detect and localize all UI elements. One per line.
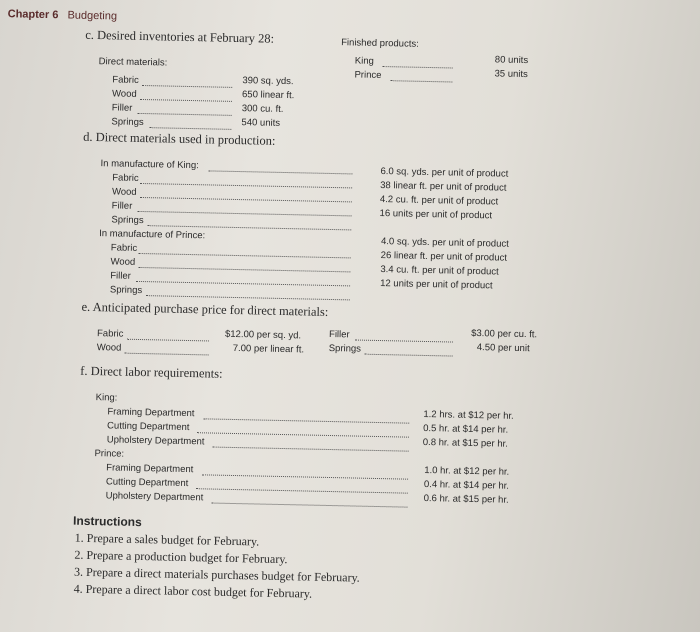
- labor-rate: 0.4 hr. at $14 per hr.: [423, 478, 510, 492]
- material-rate: 4.0 sq. yds. per unit of product: [380, 236, 509, 250]
- material-rate: 26 linear ft. per unit of product: [380, 250, 508, 264]
- king-label: King:: [95, 392, 118, 404]
- section-f-heading: f. Direct labor requirements:: [80, 363, 223, 381]
- material-name: Filler: [111, 200, 133, 212]
- inv-item-value: 390 sq. yds.: [242, 75, 294, 88]
- leader-dots: [390, 80, 452, 82]
- material-rate: 16 units per unit of product: [379, 207, 493, 222]
- instruction-item: 2. Prepare a production budget for February.: [74, 547, 288, 567]
- material-name: Springs: [109, 284, 143, 297]
- inv-item-value: 650 linear ft.: [241, 89, 295, 102]
- leader-dots: [365, 354, 453, 357]
- material-name: Wood: [111, 186, 137, 198]
- inv-item-name: Wood: [111, 88, 137, 100]
- leader-dots: [127, 339, 209, 342]
- inv-item-value: 540 units: [241, 117, 281, 129]
- material-rate: 3.4 cu. ft. per unit of product: [380, 264, 499, 278]
- price-value: $12.00 per sq. yd.: [224, 328, 302, 342]
- finished-item-value: 35 units: [494, 68, 528, 81]
- inv-item-name: Fabric: [112, 74, 139, 86]
- labor-rate: 1.0 hr. at $12 per hr.: [424, 464, 510, 478]
- leader-dots: [208, 170, 352, 174]
- material-name: Wood: [110, 256, 136, 268]
- leader-dots: [140, 99, 232, 102]
- material-name: Fabric: [110, 242, 138, 254]
- finished-products-label: Finished products:: [341, 37, 419, 50]
- leader-dots: [138, 211, 352, 216]
- chapter-title: Budgeting: [67, 9, 118, 23]
- department-name: Cutting Department: [106, 420, 190, 434]
- material-rate: 38 linear ft. per unit of product: [380, 180, 507, 194]
- department-name: Framing Department: [106, 462, 194, 476]
- material-rate: 6.0 sq. yds. per unit of product: [380, 166, 509, 180]
- price-material-name: Fabric: [96, 328, 124, 340]
- finished-item-value: 80 units: [494, 54, 529, 67]
- leader-dots: [197, 432, 409, 437]
- running-header: [8, 8, 118, 22]
- leader-dots: [136, 281, 350, 286]
- department-name: Upholstery Department: [106, 434, 205, 448]
- leader-dots: [138, 113, 232, 116]
- section-e-heading: e. Anticipated purchase price for direct materials:: [81, 299, 329, 319]
- leader-dots: [213, 447, 409, 452]
- leader-dots: [212, 503, 408, 508]
- price-value: $3.00 per cu. ft.: [471, 327, 538, 341]
- instructions-title: Instructions: [72, 513, 142, 530]
- inv-item-name: Springs: [111, 116, 144, 129]
- price-value: 4.50 per unit: [476, 342, 530, 355]
- prince-manufacture-label: In manufacture of Prince:: [99, 228, 206, 242]
- price-value: 7.00 per linear ft.: [232, 342, 305, 356]
- instruction-item: 3. Prepare a direct materials purchases budget for February.: [73, 564, 360, 585]
- leader-dots: [196, 488, 408, 493]
- labor-rate: 1.2 hrs. at $12 per hr.: [423, 408, 514, 422]
- department-name: Cutting Department: [105, 476, 189, 490]
- section-d-heading: d. Direct materials used in production:: [83, 129, 276, 148]
- labor-rate: 0.5 hr. at $14 per hr.: [423, 422, 509, 436]
- chapter-label: Chapter 6: [7, 8, 59, 22]
- leader-dots: [125, 353, 209, 356]
- department-name: Framing Department: [107, 406, 195, 420]
- material-rate: 12 units per unit of product: [380, 278, 493, 292]
- king-manufacture-label: In manufacture of King:: [100, 158, 199, 172]
- leader-dots: [146, 295, 350, 300]
- finished-item-name: Prince: [354, 69, 382, 82]
- material-name: Fabric: [112, 172, 139, 184]
- labor-rate: 0.8 hr. at $15 per hr.: [422, 436, 508, 450]
- leader-dots: [149, 127, 231, 130]
- instruction-item: 4. Prepare a direct labor cost budget for February.: [73, 581, 313, 601]
- leader-dots: [140, 197, 352, 202]
- inv-item-name: Filler: [111, 102, 133, 114]
- material-name: Springs: [111, 214, 144, 227]
- leader-dots: [139, 253, 351, 258]
- leader-dots: [138, 267, 350, 272]
- leader-dots: [355, 340, 453, 343]
- leader-dots: [202, 474, 408, 479]
- section-c-heading: c. Desired inventories at February 28:: [85, 27, 275, 46]
- price-material-name: Springs: [328, 342, 362, 355]
- leader-dots: [383, 66, 453, 68]
- finished-item-name: King: [354, 55, 374, 67]
- department-name: Upholstery Department: [105, 490, 204, 504]
- leader-dots: [142, 85, 232, 88]
- instruction-item: 1. Prepare a sales budget for February.: [74, 530, 260, 549]
- leader-dots: [140, 183, 352, 188]
- material-name: Filler: [110, 270, 131, 282]
- inv-item-value: 300 cu. ft.: [241, 103, 284, 115]
- labor-rate: 0.6 hr. at $15 per hr.: [423, 492, 509, 506]
- price-material-name: Filler: [328, 328, 350, 341]
- material-rate: 4.2 cu. ft. per unit of product: [379, 194, 499, 208]
- leader-dots: [203, 418, 409, 423]
- direct-materials-label: Direct materials:: [98, 56, 168, 69]
- price-material-name: Wood: [96, 342, 122, 354]
- prince-label: Prince:: [94, 448, 125, 460]
